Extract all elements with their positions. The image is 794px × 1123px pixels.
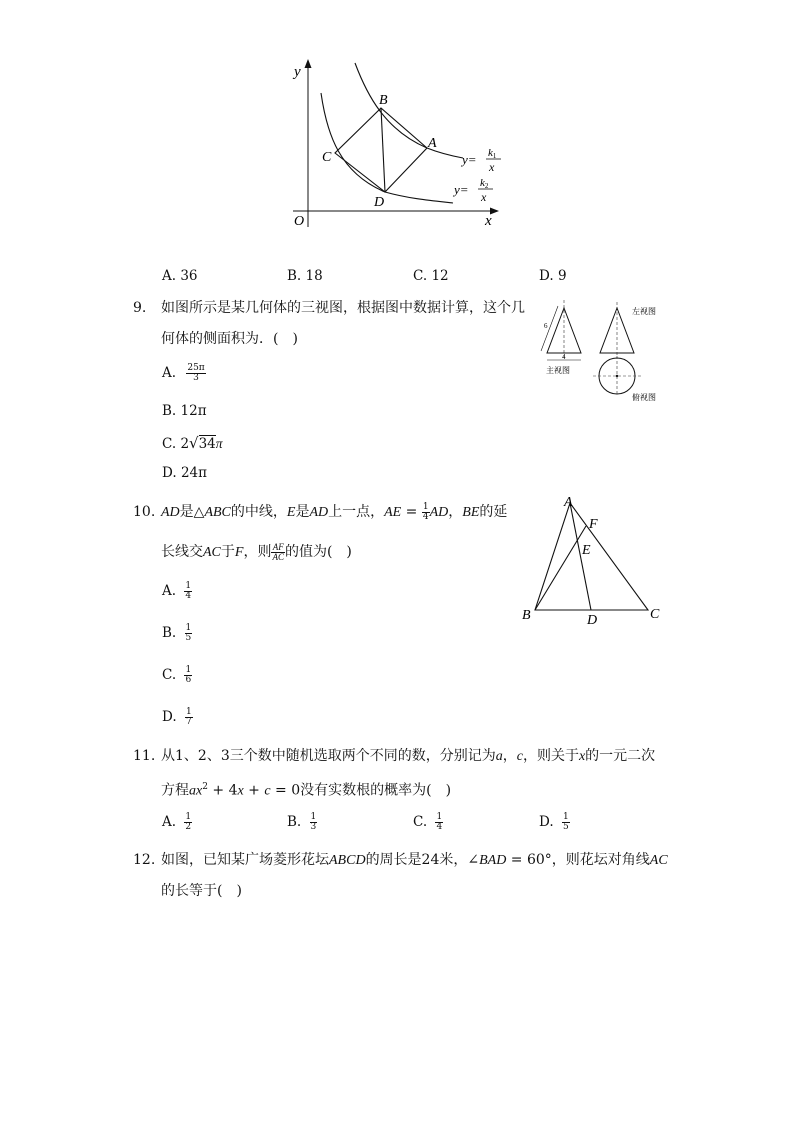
- top-view-label: 俯视图: [632, 393, 656, 402]
- q8-option-d[interactable]: D. 9: [539, 268, 567, 284]
- label-C: C: [650, 607, 660, 622]
- point-D-label: D: [374, 195, 385, 210]
- q8-figure: [285, 55, 515, 235]
- left-view-label: 左视图: [632, 307, 656, 316]
- curve1-num: k1: [488, 147, 497, 160]
- q10-option-b[interactable]: B. $\frac{1}{5}$: [162, 623, 192, 643]
- q12-stem-line2: 的长等于( ): [161, 883, 242, 899]
- q10-stem-line2: 长线交AC于F，则 $\frac{AF}{AC}$ 的值为( ): [161, 541, 352, 562]
- q8-option-b[interactable]: B. 18: [287, 268, 323, 284]
- y-axis-label: y: [294, 64, 301, 80]
- q10-option-d[interactable]: D. $\frac{1}{7}$: [162, 707, 192, 727]
- curve2-den: x: [481, 190, 487, 204]
- segment-BD: [381, 108, 385, 192]
- q11-option-b[interactable]: B. $\frac{1}{3}$: [287, 812, 317, 832]
- label-D: D: [587, 613, 598, 628]
- q9-option-c[interactable]: C. 2√34π: [162, 434, 223, 452]
- q9-option-b[interactable]: B. 12π: [162, 403, 207, 419]
- q9-number: 9.: [133, 300, 147, 316]
- front-side-length: 6: [544, 322, 548, 330]
- q11-stem-line2: 方程$ax^2 + 4x + c = 0$没有实数根的概率为( ): [161, 782, 452, 799]
- point-C-label: C: [322, 150, 332, 165]
- x-axis-label: x: [485, 213, 492, 229]
- q9-figure: [535, 298, 665, 406]
- q9-option-d[interactable]: D. 24π: [162, 465, 207, 481]
- q9-option-a[interactable]: A. $\frac{25\pi}{3}$: [162, 363, 205, 383]
- point-B-label: B: [379, 93, 388, 108]
- top-view-apex: [616, 375, 618, 377]
- curve1-eq-lhs: y=: [462, 152, 477, 167]
- q9-stem-line1: 如图所示是某几何体的三视图，根据图中数据计算，这个几: [161, 300, 525, 316]
- y-axis-arrow: [305, 59, 312, 68]
- q11-option-c[interactable]: C. $\frac{1}{4}$: [413, 812, 443, 832]
- front-view-label: 主视图: [546, 366, 570, 375]
- curve2-eq-lhs: y=: [454, 182, 469, 197]
- q10-stem-line1: AD是△ABC的中线，E是AD上一点，AE = $\frac{1}{4}$ AD，BE的延: [161, 501, 508, 522]
- q9-stem-line2: 何体的侧面积为．( ): [161, 331, 298, 347]
- label-A: A: [564, 495, 573, 510]
- origin-label: O: [294, 214, 305, 229]
- q11-option-a[interactable]: A. $\frac{1}{2}$: [162, 812, 192, 832]
- rhombus-ABCD: [335, 108, 427, 192]
- q12-stem-line1: 如图，已知某广场菱形花坛ABCD的周长是24米，∠BAD = 60°，则花坛对角线AC: [161, 852, 668, 868]
- curve-k1: [355, 63, 463, 158]
- label-B: B: [522, 608, 531, 623]
- q11-stem-line1: 从1、2、3三个数中随机选取两个不同的数，分别记为a，c，则关于x的一元二次: [161, 748, 656, 764]
- label-E: E: [582, 543, 591, 558]
- q12-number: 12.: [133, 852, 156, 868]
- q10-option-a[interactable]: A. $\frac{1}{4}$: [162, 581, 192, 601]
- segment-BF: [535, 526, 586, 610]
- q8-option-c[interactable]: C. 12: [413, 268, 449, 284]
- label-F: F: [589, 517, 598, 532]
- q11-option-d[interactable]: D. $\frac{1}{5}$: [539, 812, 569, 832]
- curve2-num: k2: [480, 177, 489, 190]
- q10-number: 10.: [133, 504, 156, 520]
- q10-figure: [515, 493, 665, 628]
- q10-option-c[interactable]: C. $\frac{1}{6}$: [162, 665, 192, 685]
- q11-number: 11.: [133, 748, 156, 764]
- curve1-den: x: [489, 160, 495, 174]
- q8-option-a[interactable]: A. 36: [162, 268, 198, 284]
- front-base-length: 4: [562, 353, 566, 361]
- point-A-label: A: [428, 136, 437, 151]
